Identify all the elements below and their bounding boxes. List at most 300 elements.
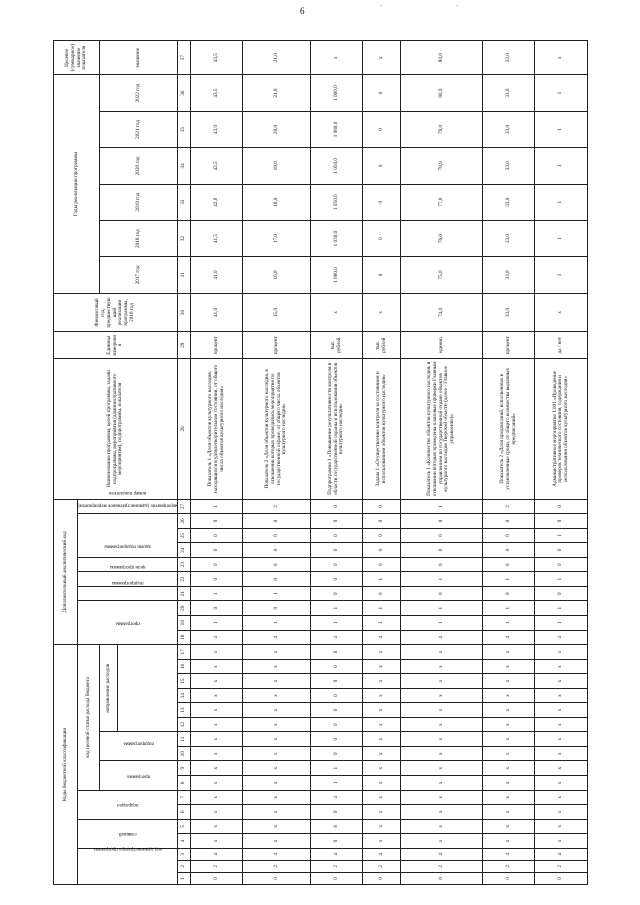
main-header: главный	[78, 819, 178, 848]
code-cell: 1	[191, 499, 243, 514]
code-cell: 0	[243, 601, 310, 616]
scan-mark: ·	[456, 2, 459, 10]
code-cell: x	[363, 674, 401, 689]
column-number: 34	[178, 148, 191, 184]
column-number: 4	[178, 834, 191, 849]
code-cell: 1	[535, 572, 588, 587]
code-cell: 0	[400, 872, 482, 884]
column-number: 18	[178, 630, 191, 645]
row-name: Показатель 1 «Количество объектов культурного наследия, в отношении которых проведены плановые проверки Главным управлением по государственной охране объектов культурного наследия Тверской области (далее - Главное управление)»	[400, 359, 482, 500]
row-name: Подпрограмма 1 «Повышение результативности контроля в области государственной охраны и использования объектов культурного наследия»	[310, 359, 362, 500]
code-cell: x	[363, 805, 401, 820]
code-cell: 1	[363, 601, 401, 616]
code-cell: 0	[363, 543, 401, 558]
scan-mark: ·	[380, 2, 383, 10]
row-year-value: 1	[535, 148, 588, 184]
code-cell: 0	[363, 557, 401, 572]
column-number: 16	[178, 659, 191, 674]
code-cell: x	[400, 776, 482, 791]
code-cell: 4	[400, 848, 482, 860]
final-header: Целевое (суммарное) значение показателя	[54, 41, 100, 75]
row-year-value: 1	[535, 257, 588, 293]
code-cell: 0	[483, 586, 535, 601]
row-name: Показатель 2 «Доля предписаний, исполненных в установленные сроки, от общего количества выданных предписаний»	[483, 359, 535, 500]
row-name: Показатель 1 «Доля объектов культурного наследия, находящихся в удовлетворительном состоянии, от общего числа объектов культурного наследия»	[191, 359, 243, 500]
code-cell: x	[483, 659, 535, 674]
code-cell: 1	[400, 616, 482, 631]
code-cell: 0	[535, 872, 588, 884]
column-number: 14	[178, 688, 191, 703]
row-unit: тыс. рублей	[310, 332, 362, 359]
code-cell: x	[363, 645, 401, 660]
code-cell: 4	[535, 630, 588, 645]
code-cell: x	[243, 746, 310, 761]
year-2019-header: 2019 год	[100, 184, 178, 220]
code-cell: 0	[535, 557, 588, 572]
code-cell: 0	[243, 543, 310, 558]
code-cell: x	[400, 805, 482, 820]
row-year-value: 79,0	[400, 111, 482, 147]
goal-program-header: программы	[78, 601, 178, 645]
code-cell: 0	[310, 528, 362, 543]
row-final-value: x	[363, 41, 401, 75]
column-number: 30	[178, 293, 191, 332]
code-cell: 1	[483, 601, 535, 616]
code-cell: x	[535, 645, 588, 660]
code-cell: 2	[483, 499, 535, 514]
code-cell: 0	[483, 872, 535, 884]
code-cell: 0	[191, 601, 243, 616]
code-cell: 1	[310, 761, 362, 776]
code-cell: 1	[310, 616, 362, 631]
row-name: Задача 1 «Осуществление контроля за состоянием и использованием объектов культурного наследия»	[363, 359, 401, 500]
code-cell: 0	[310, 659, 362, 674]
code-cell: 4	[400, 630, 482, 645]
code-cell: x	[400, 834, 482, 849]
row-year-value: 33,0	[483, 220, 535, 256]
code-cell: 0	[310, 703, 362, 718]
table-row	[310, 41, 362, 885]
unit-header: Единица измерения	[54, 332, 178, 359]
code-cell: x	[191, 645, 243, 660]
code-cell: 4	[363, 848, 401, 860]
row-final-value: 33,0	[483, 41, 535, 75]
row-year-value: 1 050,0	[310, 184, 362, 220]
row-year-value: 18,0	[243, 184, 310, 220]
direction-subcells	[118, 645, 178, 732]
code-cell: 2	[535, 860, 588, 872]
code-cell: 4	[363, 630, 401, 645]
subprogram-header: подпрограмма	[100, 732, 178, 761]
row-year-value: 33,0	[483, 184, 535, 220]
table-row	[535, 41, 588, 885]
row-final-value: x	[310, 41, 362, 75]
column-number: 5	[178, 819, 191, 834]
row-base-value: 74,0	[400, 293, 482, 332]
row-year-value: 80,0	[400, 75, 482, 111]
code-cell: 4	[483, 630, 535, 645]
code-cell: x	[243, 688, 310, 703]
row-year-value: 43,5	[191, 75, 243, 111]
code-cell: x	[535, 819, 588, 834]
row-year-value: 78,0	[400, 148, 482, 184]
code-cell: x	[400, 688, 482, 703]
code-cell: x	[483, 819, 535, 834]
code-cell: x	[243, 834, 310, 849]
code-cell: 0	[191, 557, 243, 572]
code-cell: x	[191, 717, 243, 732]
row-year-value: 16,0	[243, 257, 310, 293]
code-cell: 0	[310, 872, 362, 884]
code-cell: 1	[400, 601, 482, 616]
row-year-value: 1 880,0	[310, 257, 362, 293]
column-number: 27	[178, 499, 191, 514]
code-cell: x	[363, 790, 401, 805]
code-cell: x	[191, 761, 243, 776]
code-cell: 4	[535, 848, 588, 860]
code-cell: 0	[310, 514, 362, 529]
expense-code-header: код целевой статьи расхода бюджета	[78, 645, 100, 790]
row-unit: процент	[243, 332, 310, 359]
code-cell: 0	[535, 543, 588, 558]
row-year-value: 42,5	[191, 148, 243, 184]
code-cell: x	[400, 746, 482, 761]
code-cell: 0	[310, 499, 362, 514]
fin-year-header: Финансовый год, предшествующий реализации программы, 2016 год	[54, 293, 178, 332]
rotated-table-wrapper	[53, 40, 588, 885]
table-row	[243, 41, 310, 885]
code-cell: 0	[310, 572, 362, 587]
column-number: 1	[178, 872, 191, 884]
code-cell: 1	[191, 586, 243, 601]
code-cell: x	[363, 659, 401, 674]
row-year-value: 1 080,0	[310, 111, 362, 147]
column-number: 6	[178, 805, 191, 820]
code-cell: 2	[243, 499, 310, 514]
column-number: 23	[178, 557, 191, 572]
row-year-value: 33,0	[483, 111, 535, 147]
name-header: Наименование программы, целей программы, задачи подпрограммы, мероприятия (административного мероприятия), подпрограммы, показателя	[54, 359, 178, 500]
column-number: 17	[178, 645, 191, 660]
code-cell: x	[535, 776, 588, 791]
code-cell: 0	[191, 872, 243, 884]
code-cell: x	[400, 717, 482, 732]
code-cell: 2	[243, 860, 310, 872]
years-header: Годы реализации программы	[54, 75, 100, 293]
row-base-value: 15,0	[243, 293, 310, 332]
code-cell: 4	[191, 848, 243, 860]
column-number: 35	[178, 111, 191, 147]
code-cell: x	[483, 688, 535, 703]
row-year-value: 43,0	[191, 111, 243, 147]
code-cell: 0	[310, 543, 362, 558]
year-2021-header: 2021 год	[100, 111, 178, 147]
row-year-value: 33,0	[483, 75, 535, 111]
code-cell: 0	[400, 557, 482, 572]
code-cell: 1	[363, 616, 401, 631]
row-year-value: 21,0	[243, 75, 310, 111]
code-cell: 4	[310, 630, 362, 645]
code-cell: x	[191, 674, 243, 689]
code-cell: x	[400, 819, 482, 834]
code-cell: x	[535, 732, 588, 747]
code-cell: 1	[400, 572, 482, 587]
code-cell: x	[535, 790, 588, 805]
row-year-value: 0	[363, 111, 401, 147]
code-cell: 0	[310, 645, 362, 660]
code-cell: 0	[483, 557, 535, 572]
code-cell: 1	[310, 776, 362, 791]
code-cell: 0	[310, 557, 362, 572]
code-cell: 0	[310, 805, 362, 820]
table-row	[363, 41, 401, 885]
row-name: Показатель 2 «Доля объектов культурного наследия, в отношении которых проводились мероприятия по государственной охране, от общего числа объектов культурного наследия»	[243, 359, 310, 500]
code-cell: x	[535, 805, 588, 820]
code-cell: x	[483, 834, 535, 849]
row-year-value: 1	[535, 111, 588, 147]
code-cell: 0	[191, 543, 243, 558]
row-base-value: x	[535, 293, 588, 332]
code-cell: 1	[243, 616, 310, 631]
row-year-value: 41,5	[191, 220, 243, 256]
code-cell: 2	[310, 860, 362, 872]
row-year-value: 33,0	[483, 148, 535, 184]
column-number-row	[178, 41, 191, 885]
indicator-num-header: номер показателя	[78, 499, 178, 514]
code-cell: x	[535, 717, 588, 732]
code-cell: x	[243, 805, 310, 820]
code-cell: 1	[363, 572, 401, 587]
row-year-value: 17,0	[243, 220, 310, 256]
column-number: 36	[178, 75, 191, 111]
row-year-value: 20,0	[243, 111, 310, 147]
code-cell: x	[243, 761, 310, 776]
code-cell: 0	[243, 872, 310, 884]
column-number: 7	[178, 790, 191, 805]
code-cell: 1	[535, 616, 588, 631]
code-cell: 0	[483, 543, 535, 558]
code-cell: x	[243, 717, 310, 732]
code-cell: 4	[310, 790, 362, 805]
row-unit: процент	[483, 332, 535, 359]
code-cell: x	[191, 688, 243, 703]
code-cell: 4	[191, 630, 243, 645]
code-cell: x	[243, 703, 310, 718]
row-final-value: 21,0	[243, 41, 310, 75]
code-cell: 0	[243, 557, 310, 572]
activity-header: мероприятие (административное мероприятие)	[78, 514, 178, 558]
row-year-value: 0	[363, 184, 401, 220]
code-cell: x	[363, 819, 401, 834]
code-cell: x	[363, 732, 401, 747]
code-cell: x	[191, 776, 243, 791]
code-cell: x	[400, 659, 482, 674]
row-year-value: 42,0	[191, 184, 243, 220]
code-cell: 4	[243, 848, 310, 860]
year-2020-header: 2020 год	[100, 148, 178, 184]
code-cell: 0	[483, 514, 535, 529]
row-year-value: 33,0	[483, 257, 535, 293]
row-year-value: 76,0	[400, 220, 482, 256]
column-number: 12	[178, 717, 191, 732]
code-cell: 0	[363, 528, 401, 543]
code-cell: x	[535, 688, 588, 703]
row-base-value: 41,0	[191, 293, 243, 332]
code-cell: x	[535, 703, 588, 718]
column-number: 13	[178, 703, 191, 718]
code-cell: x	[243, 790, 310, 805]
code-cell: x	[191, 659, 243, 674]
code-cell: x	[483, 790, 535, 805]
column-number: 10	[178, 746, 191, 761]
code-cell: 0	[400, 528, 482, 543]
row-base-value: x	[310, 293, 362, 332]
row-year-value: 19,0	[243, 148, 310, 184]
code-cell: x	[243, 776, 310, 791]
admin-code-header: код администратора программы	[78, 848, 178, 884]
program-header: программа	[100, 761, 178, 790]
code-cell: 0	[310, 688, 362, 703]
row-year-value: 75,0	[400, 257, 482, 293]
row-unit: тыс. рублей	[363, 332, 401, 359]
code-cell: 2	[191, 860, 243, 872]
column-number: 3	[178, 848, 191, 860]
row-final-value: x	[535, 41, 588, 75]
code-cell: x	[535, 746, 588, 761]
code-cell: x	[483, 703, 535, 718]
row-name: Административное мероприятие 1.001 «Проведение проверок технического состояния, содержания и использования объектов культурного наследия»	[535, 359, 588, 500]
column-number: 21	[178, 586, 191, 601]
code-cell: x	[483, 732, 535, 747]
code-cell: 0	[310, 586, 362, 601]
code-cell: 0	[310, 834, 362, 849]
row-base-value: 33,0	[483, 293, 535, 332]
code-cell: x	[191, 732, 243, 747]
code-cell: 2	[363, 860, 401, 872]
column-number: 26	[178, 514, 191, 529]
code-cell: x	[400, 645, 482, 660]
code-cell: 0	[243, 528, 310, 543]
code-cell: x	[243, 674, 310, 689]
row-year-value: 1	[535, 75, 588, 111]
task-program-header: цели программы	[78, 572, 178, 587]
code-cell: x	[363, 703, 401, 718]
row-year-value: 0	[363, 220, 401, 256]
column-number: 24	[178, 543, 191, 558]
code-cell: 0	[535, 586, 588, 601]
column-number: 22	[178, 572, 191, 587]
table-row	[191, 41, 243, 885]
row-year-value: 1 060,0	[310, 75, 362, 111]
code-cell: x	[400, 761, 482, 776]
column-number: 32	[178, 220, 191, 256]
code-cell: 1	[535, 528, 588, 543]
row-year-value: 1	[535, 184, 588, 220]
code-cell: 1	[483, 572, 535, 587]
row-base-value: x	[363, 293, 401, 332]
row-year-value: 0	[363, 75, 401, 111]
code-cell: 4	[310, 848, 362, 860]
code-cell: x	[363, 776, 401, 791]
code-cell: 1	[483, 616, 535, 631]
code-cell: 1	[191, 616, 243, 631]
additional-code-header: Дополнительный аналитический код	[54, 499, 78, 644]
code-cell: x	[243, 819, 310, 834]
column-number: 25	[178, 528, 191, 543]
code-cell: x	[363, 688, 401, 703]
column-number: 8	[178, 776, 191, 791]
code-cell: x	[400, 703, 482, 718]
row-year-value: 1 050,0	[310, 148, 362, 184]
code-cell: x	[363, 761, 401, 776]
code-cell: 0	[243, 514, 310, 529]
code-cell: 1	[310, 601, 362, 616]
code-cell: 4	[243, 630, 310, 645]
page-number: 6	[300, 6, 305, 16]
code-cell: 0	[535, 514, 588, 529]
goal-sub-header: подпрограммы	[78, 586, 178, 601]
table-row	[400, 41, 482, 885]
code-cell: 0	[363, 872, 401, 884]
code-cell: 0	[310, 732, 362, 747]
code-cell: 0	[363, 499, 401, 514]
row-unit: да / нет	[535, 332, 588, 359]
column-number: 31	[178, 257, 191, 293]
code-cell: x	[535, 761, 588, 776]
code-cell: x	[191, 805, 243, 820]
code-cell: x	[483, 746, 535, 761]
code-cell: x	[535, 674, 588, 689]
code-cell: 1	[400, 499, 482, 514]
code-cell: 0	[535, 499, 588, 514]
code-cell: 1	[535, 601, 588, 616]
row-year-value: 41,0	[191, 257, 243, 293]
code-cell: 0	[310, 717, 362, 732]
code-cell: x	[191, 819, 243, 834]
code-cell: x	[191, 703, 243, 718]
task-sub-header: задачи подпрограммы	[78, 557, 178, 572]
code-cell: x	[483, 761, 535, 776]
code-cell: 0	[483, 528, 535, 543]
row-final-value: 43,5	[191, 41, 243, 75]
code-cell: x	[363, 834, 401, 849]
column-number: 11	[178, 732, 191, 747]
budget-codes-header: Коды бюджетной классификации	[54, 645, 78, 885]
code-cell: 0	[191, 572, 243, 587]
code-cell: x	[400, 790, 482, 805]
column-number: 9	[178, 761, 191, 776]
code-cell: 0	[191, 528, 243, 543]
code-cell: x	[243, 645, 310, 660]
row-year-value: 77,0	[400, 184, 482, 220]
code-cell: 0	[310, 674, 362, 689]
code-cell: x	[363, 717, 401, 732]
code-cell: 0	[363, 586, 401, 601]
code-cell: x	[483, 674, 535, 689]
code-cell: 8	[310, 819, 362, 834]
code-cell: 0	[191, 514, 243, 529]
row-unit: процент	[191, 332, 243, 359]
row-year-value: 0	[363, 148, 401, 184]
final-value-header: значение	[100, 41, 178, 75]
code-cell: x	[191, 790, 243, 805]
column-number: 20	[178, 601, 191, 616]
column-number: 28	[178, 359, 191, 500]
program-table	[53, 40, 588, 885]
code-cell: 0	[363, 514, 401, 529]
column-number: 29	[178, 332, 191, 359]
code-cell: x	[483, 776, 535, 791]
